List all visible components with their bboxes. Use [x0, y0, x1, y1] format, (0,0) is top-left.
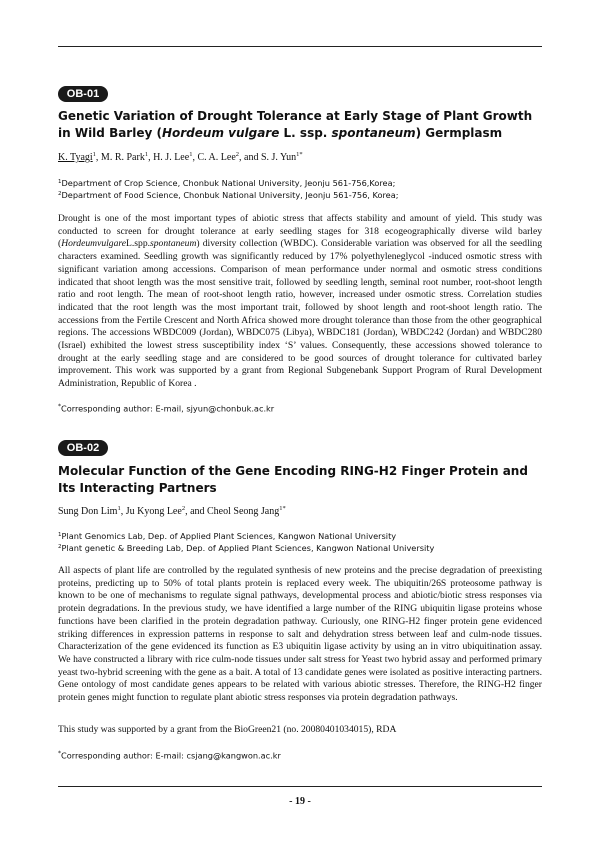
affiliation: $^2$Department of Food Science, Chonbuk National University, Jeonju 561-756, Korea;	[58, 190, 399, 200]
header-rule	[58, 46, 542, 47]
author-name: K. Tyagi	[58, 152, 93, 163]
abstract-title: Molecular Function of the Gene Encoding RING-H2 Finger Protein and Its Interacting Partners	[58, 464, 528, 495]
author-name: H. J. Lee	[153, 152, 190, 163]
abstract-badge: OB-01	[58, 86, 108, 102]
abstract-title: Genetic Variation of Drought Tolerance at Early Stage of Plant Growth in Wild Barley (Hordeum vulgare L. ssp. spontaneum) Germplasm	[58, 109, 533, 140]
abstract-body: Drought is one of the most important types of abiotic stress that affects stability and amount of yield. This study was conducted to screen for drought tolerance at early seedling stages for 318 ecogeographically diverse wild barley (HordeumvulgareL.spp.spontaneum) diversity collection (WBDC). Considerable variation was observed for all the seedling characters examined. Seedling growth was significantly reduced by 17% polyethyleneglycol -induced osmotic stress with significant variation among accessions. Comparison of mean performance under normal and osmotic stress conditions indicated that shoot length was the most sensitive trait, followed by seedling length, seminal root number, root-shoot length ratio and root length. The mean of root-shoot length ratio, however, increased under osmotic stress. Correlation studies indicated that the root length was the most important trait, followed by shoot length and root-shoot length ratio. The accessions from the Fertile Crescent and North Africa showed more drought tolerance than those from the other geographical regions. The accessions WBDC009 (Jordan), WBDC075 (Libya), WBDC181 (Jordan), WBDC242 (Jordan) and WBDC280 (Israel) exhibited the lowest stress susceptibility index ‘S’ values. Consequently, these accessions showed tolerance to drought at the early seedling stage and are considered to be good sources of drought tolerance for cultivated barley improvement. This work was supported by a grant from Regional Subgenebank Support Program of Rural Development Administration, Republic of Korea .	[58, 213, 542, 390]
author-list: K. Tyagi$^1$, M. R. Park$^1$, H. J. Lee$^1$, C. A. Lee$^2$, and S. J. Yun$^{1*}$	[58, 151, 303, 163]
funding-note: This study was supported by a grant from the BioGreen21 (no. 20080401034015), RDA	[58, 724, 397, 735]
corresponding-author: *Corresponding author: E-mail: csjang@kangwon.ac.kr	[58, 750, 281, 761]
author-name: M. R. Park	[100, 152, 145, 163]
affiliation: $^2$Plant genetic & Breeding Lab, Dep. of Applied Plant Sciences, Kangwon National University	[58, 543, 435, 553]
affiliation: $^1$Plant Genomics Lab, Dep. of Applied Plant Sciences, Kangwon National University	[58, 531, 397, 541]
affiliation: $^1$Department of Crop Science, Chonbuk National University, Jeonju 561-756,Korea;	[58, 178, 396, 188]
author-name: Ju Kyong Lee	[125, 506, 182, 517]
author-name: Sung Don Lim	[58, 506, 118, 517]
affiliation-list	[58, 530, 542, 554]
author-name: Cheol Seong Jang	[207, 506, 280, 517]
author-name: S. J. Yun	[260, 152, 297, 163]
author-list: Sung Don Lim$^1$, Ju Kyong Lee$^2$, and Cheol Seong Jang$^{1*}$	[58, 505, 286, 517]
corresponding-author: *Corresponding author: E-mail, sjyun@chonbuk.ac.kr	[58, 403, 275, 414]
footer-rule	[58, 786, 542, 787]
abstract-badge: OB-02	[58, 440, 108, 456]
author-name: C. A. Lee	[197, 152, 236, 163]
abstract-body: All aspects of plant life are controlled by the regulated synthesis of new proteins and the precise degradation of preexisting proteins, predicting up to 50% of total plants protein is replaced every week. The ubiquitin/26S proteosome pathway is known to be one of mechanisms to regulate signal pathways, developmental process and abiotic/biotic stress responses via protein degradations. In the previous study, we have identified a large number of the RING ubiquitin ligase proteins whose functions have been clarified in the protein degradation pathway. Curiously, one RING-H2 finger protein gene evidenced striking differences in expression patterns in response to salt and dehydration stress between leaf and culm-node tissues. Characterization of the gene evidenced its function as E3 ubiquitin ligase activity by using an in vitro ubiquitination assay. We have constructed a library with rice culm-node tissues under salt stress for Yeast two hybrid assay and performed primary yeast two-hybrid screening with the gene as a bait. A total of 13 candidate genes were isolated as positive interacting partners. Gene ontology of most candidate genes appears to be related with various abiotic stresses. Therefore, the RING-H2 finger protein genes might function to regulate plant abiotic stress responses via protein degradation pathways.	[58, 565, 542, 704]
affiliation-list	[58, 177, 542, 201]
page-number: - 19 -	[289, 796, 311, 807]
